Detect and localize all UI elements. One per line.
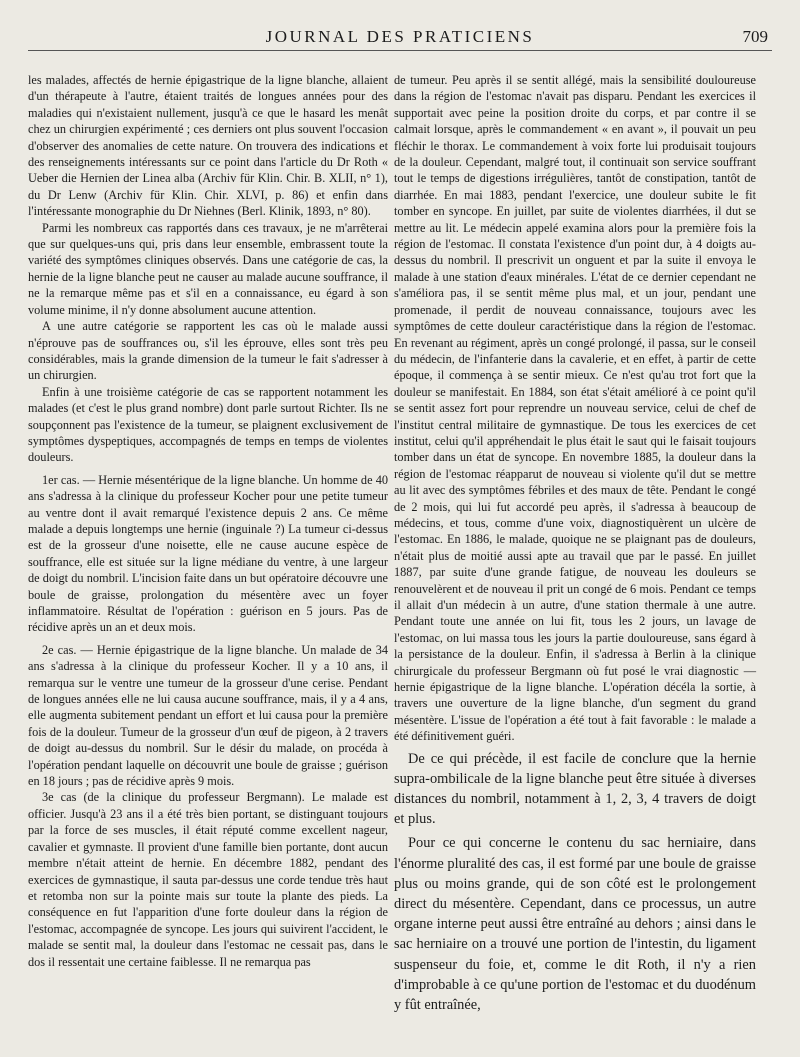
right-column xyxy=(394,72,756,1015)
paragraph: Parmi les nombreux cas rapportés dans ces travaux, je ne m'arrêterai que sur quelques-uns qui, pris dans leur ensemble, embrassent toute la variété des symptômes cliniques observés. Dans une catégorie de cas, la hernie de la ligne blanche peut ne causer au malade aucune souffrance, il ne la remarque même pas et s'il en a connaissance, eu égard à son volume minime, il n'y donne absolument aucune attention. xyxy=(28,220,388,317)
left-column xyxy=(28,72,388,970)
paragraph-continued: de tumeur. Peu après il se sentit allégé, mais la sensibilité douloureuse dans la région de l'estomac n'avait pas disparu. Pendant les exercices il supportait avec peine la position droite du corps, et par contre il se calmait lorsque, après le commandement « en avant », il pouvait un peu fléchir le thorax. Le commandement à voix forte lui produisait toujours de la douleur. Cependant, malgré tout, il continuait son service souffrant tout le temps de digestions irrégulières, tantôt de constipation, tantôt de diarrhée. En mai 1883, pendant l'exercice, une douleur subite le fit tomber en syncope. En juillet, par suite de violentes diarrhées, il dut se mettre au lit. Le médecin appelé examina alors pour la première fois la région de l'estomac. Il constata l'existence d'un point dur, à 4 doigts au-dessus du nombril. Il prescrivit un onguent et par la suite il envoya le malade à une station d'eaux minérales. L'état de ce dernier cependant ne s'améliora pas, il se sentit même plus mal, et un jour, pendant une promenade, il perdit de nouveau connaissance, toujours avec les symptômes de cette douleur caractéristique dans la région de l'estomac. En revenant au régiment, après un congé prolongé, il passa, sur le conseil du médecin, de l'infanterie dans la cavalerie, et en effet, à partir de cette époque, il commença à se sentir mieux. Ce n'est qu'au trot fort que la douleur se manifestait. En 1884, son état s'était amélioré à ce point qu'il se sentit assez fort pour reprendre un nouveau service, celui de chef de l'institut central militaire de gymnastique. De tous les exercices de cet institut, celui qu'il appréhendait le plus était le saut qui le faisait toujours tomber dans un état de syncope. En novembre 1885, la douleur dans la région de l'estomac réapparut de nouveau si violente qu'il dut se mettre au lit avec des symptômes fébriles et des maux de tête. Pendant le congé de 2 mois, qui lui fut accordé peu après, il s'adressa à beaucoup de médecins, et tous, comme d'une voix, diagnostiquèrent un ulcère de l'estomac. En 1886, le malade, quoique ne se plaignant pas de douleurs, n'était plus de moitié aussi apte au travail que par le passé. En juillet 1887, par suite d'une grande fatigue, de nouveau les douleurs se renouvelèrent et de nouveau il prit un congé de 6 mois. Pendant ce temps il allait d'un médecin à un autre, d'une station thermale à une autre. Pendant toute une année on lui fit, tous les 2 jours, un lavage de l'estomac, on lui massa tous les jours la partie douloureuse, sans égard à la persistance de la douleur. Enfin, il s'adressa à Berlin à la clinique chirurgicale du professeur Bergmann où fut posé le vrai diagnostic — hernie épigastrique de la ligne blanche. L'opération décéla la sortie, à travers une ouverture de la ligne blanche, d'un segment du grand mésentère. L'issue de l'opération a été tout à fait favorable : le malade a été définitivement guéri. xyxy=(394,73,756,744)
hernia-content-paragraph: Pour ce qui concerne le contenu du sac herniaire, dans l'énorme pluralité des cas, il est formé par une boule de graisse plus ou moins grande, qui de son côté est le prolongement direct du mésentère. Cependant, dans ce processus, un autre organe interne peut aussi être entraîné au dehors ; ainsi dans le sac herniaire on a trouvé une portion de l'intestin, du ligament suspenseur du foie, et, comme le dit Roth, il n'y a rien d'improbable à ce qu'une portion de l'estomac et du duodénum y fût entraînée, xyxy=(394,835,756,1014)
page-number: 709 xyxy=(742,27,768,46)
case-3-paragraph: 3e cas (de la clinique du professeur Bergmann). Le malade est officier. Jusqu'à 23 ans il a été très bien portant, se distinguant toujours par la force de ses muscles, il était réputé comme excellent nageur, cavalier et gymnaste. Il provient d'une famille bien portante, dont aucun membre n'était atteint de hernie. En décembre 1882, pendant des exercices de gymnastique, il sauta par-dessus une corde tendue très haut et retomba non sur la pointe mais sur toute la plante des pieds. La conséquence en fut l'apparition d'une forte douleur dans la région de l'estomac, accompagnée de syncope. Les jours qui suivirent l'accident, le malade se sentit mal, la douleur dans l'estomac ne cessait pas, dans le dos il ressentait une certaine faiblesse. Il ne remarqua pas xyxy=(28,790,388,969)
running-header xyxy=(28,24,772,51)
paragraph-continued: les malades, affectés de hernie épigastrique de la ligne blanche, allaient d'un thérapeute à l'autre, étaient traités de longues années pour des maladies qui n'existaient nullement, jusqu'à ce que le hasard les menât chez un chirurgien expérimenté ; ces derniers ont plus souvent l'occasion d'observer des anomalies de cette nature. On trouvera des indications et des renseignements intéressants sur ce point dans l'article du Dr Roth « Ueber die Hernien der Linea alba (Archiv für Klin. Chir. B. XLII, n° 1), du Dr Lenw (Archiv für Klin. Chir. XLVI, p. 86) et enfin dans l'intéressante monographie du Dr Niehnes (Berl. Klinik, 1893, n° 80). xyxy=(28,73,388,219)
paragraph: Enfin à une troisième catégorie de cas se rapportent notamment les malades (et c'est le plus grand nombre) dont parle surtout Richter. Ils ne soupçonnent pas l'existence de la tumeur, se plaignent exclusivement de symptômes dyspeptiques, accompagnés de temps en temps de violentes douleurs. xyxy=(28,384,388,465)
case-2-paragraph: 2e cas. — Hernie épigastrique de la ligne blanche. Un malade de 34 ans s'adressa à la clinique du professeur Kocher. Il y a 10 ans, il remarqua sur le ventre une tumeur de la grosseur d'une cerise. Pendant de longues années elle ne lui causa aucune souffrance, mais, il y a 4 ans, elle augmenta subitement pendant un effort et lui causa pour la première fois de la douleur. Tumeur de la grosseur d'un œuf de pigeon, à 2 travers de doigt au-dessus du nombril. Sur le désir du malade, on procéda à l'opération pendant laquelle on découvrit une boule de graisse ; guérison en 18 jours ; pas de récidive après 9 mois. xyxy=(28,642,388,789)
case-1-paragraph: 1er cas. — Hernie mésentérique de la ligne blanche. Un homme de 40 ans s'adressa à la clinique du professeur Kocher pour une petite tumeur au ventre dont il avait remarqué l'existence depuis 2 ans. Ce même malade a depuis longtemps une hernie (inguinale ?) La tumeur ci-dessus est de la grosseur d'une noisette, elle ne cause aucune espèce de souffrance, elle est située sur la ligne médiane du ventre, à une largeur de doigt du nombril. L'incision faite dans un but opératoire découvre une boule de graisse, prolongation du mésentère avec un foyer inflammatoire. Résultat de l'opération : guérison en 5 jours. Pas de récidive après un an et deux mois. xyxy=(28,472,388,635)
conclusion-paragraph: De ce qui précède, il est facile de conclure que la hernie supra-ombilicale de la ligne blanche peut être située à diverses distances du nombril, notamment à 1, 2, 3, 4 travers de doigt et plus. xyxy=(394,750,756,828)
journal-title: JOURNAL DES PRATICIENS xyxy=(265,27,535,46)
paragraph: A une autre catégorie se rapportent les cas où le malade aussi n'éprouve pas de souffrances ou, s'il les éprouve, elles sont très peu considérables, mais la grande dimension de la tumeur le fait s'adresser à un chirurgien. xyxy=(28,319,388,383)
